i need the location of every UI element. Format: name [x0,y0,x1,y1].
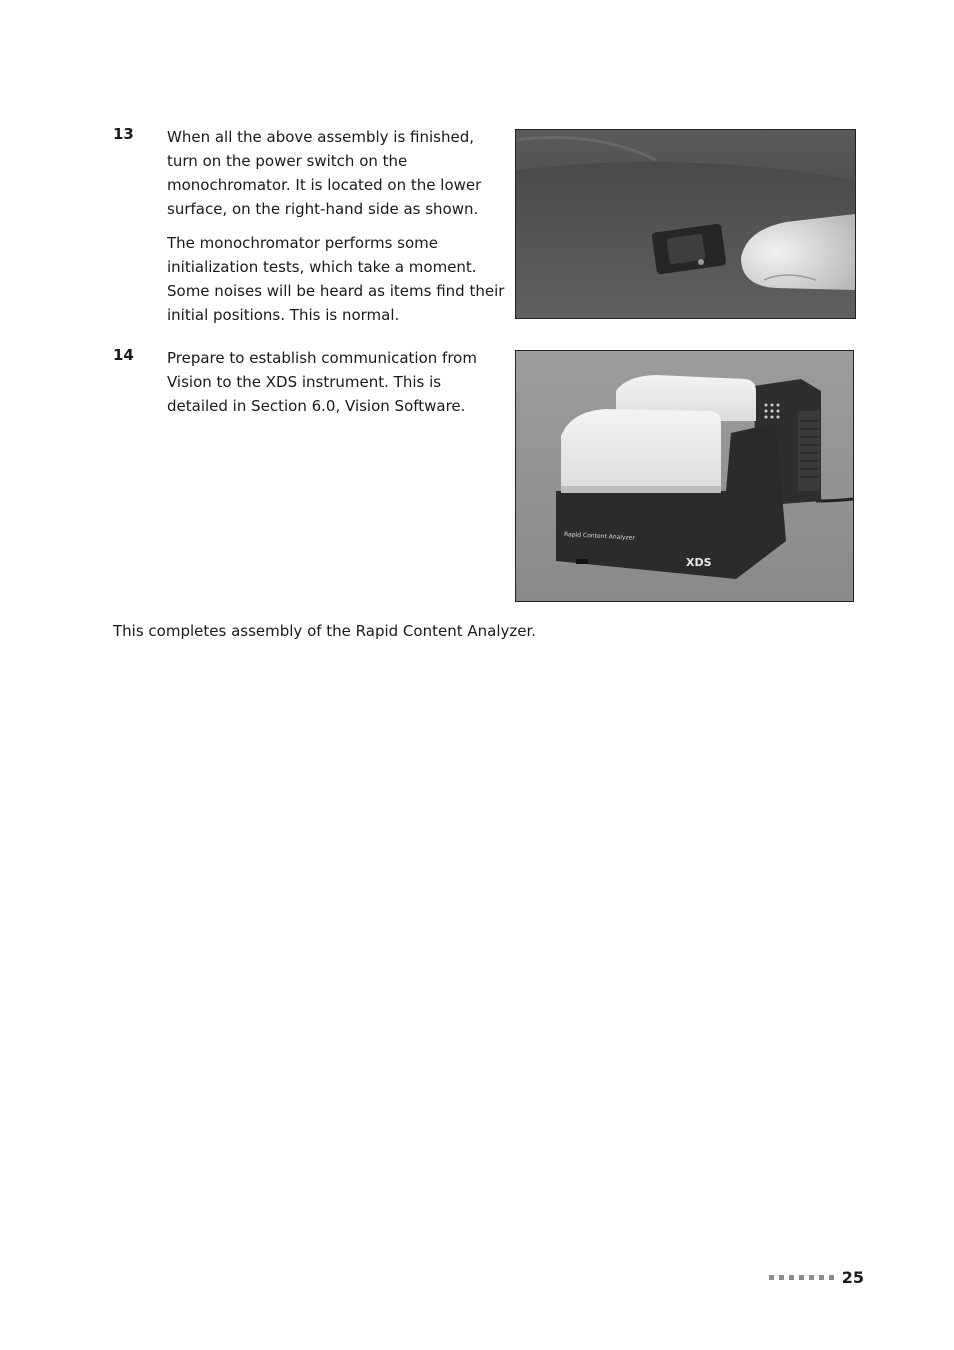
step-14-paragraph-1 [167,346,502,418]
text-line: detailed in Section 6.0, Vision Software. [167,397,466,415]
step-13-paragraph-2 [167,231,505,327]
footer-dots [769,1275,834,1280]
dot [809,1275,814,1280]
text-line: monochromator. It is located on the lower [167,176,482,194]
dot [779,1275,784,1280]
step-number: 14 [113,346,134,364]
text-line: Prepare to establish communication from [167,349,477,367]
text-line: turn on the power switch on the [167,152,408,170]
text-line: The monochromator performs some [167,234,439,252]
text-line: initialization tests, which take a moment. [167,258,477,276]
closing-text: This completes assembly of the Rapid Content Analyzer. [113,622,537,640]
text-line: surface, on the right-hand side as shown. [167,200,479,218]
dot [789,1275,794,1280]
text-line: When all the above assembly is finished, [167,128,474,146]
dot [799,1275,804,1280]
analyzer-photo [515,350,854,602]
text-line: initial positions. This is normal. [167,306,400,324]
brand-logo: XDS [686,556,712,569]
power-switch-photo [515,129,856,319]
page-footer [769,1268,864,1287]
analyzer-label: Rapid Content Analyzer [563,531,635,542]
step-number: 13 [113,125,134,143]
text-line: Some noises will be heard as items find their [167,282,505,300]
step-13-paragraph-1 [167,125,502,221]
page-number: 25 [841,1268,864,1287]
dot [819,1275,824,1280]
text-line: Vision to the XDS instrument. This is [167,373,442,391]
dot [769,1275,774,1280]
dot [829,1275,834,1280]
